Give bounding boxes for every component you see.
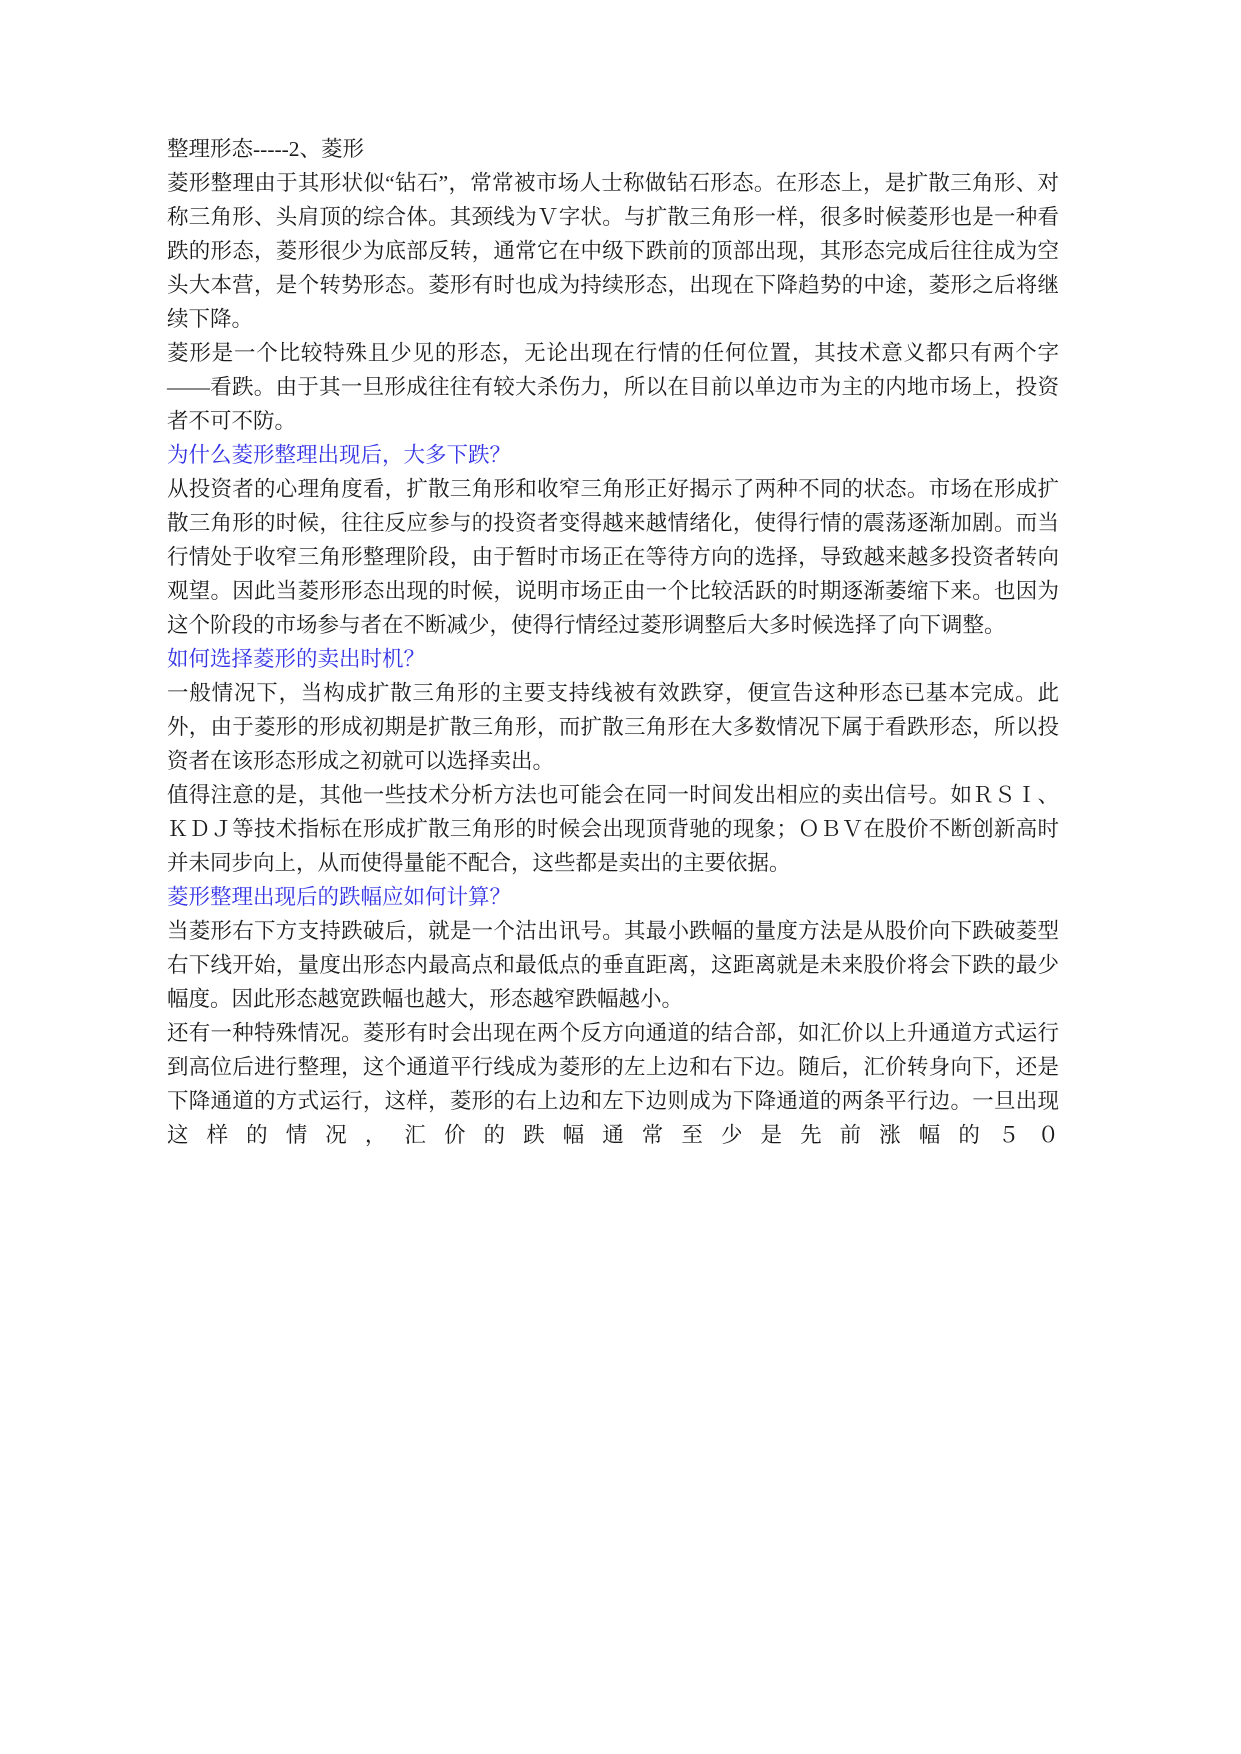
section-heading-why-decline: 为什么菱形整理出现后，大多下跌？ [167,443,512,467]
paragraph-investor-psychology: 从投资者的心理角度看，扩散三角形和收窄三角形正好揭示了两种不同的状态。市场在形成扩散三角形的时候，往往反应参与的投资者变得越来越情绪化，使得行情的震荡逐渐加剧。而当行情处于收窄三角形整理阶段，由于暂时市场正在等待方向的选择，导致越来越多投资者转向观望。因此当菱形形态出现的时候，说明市场正由一个比较活跃的时期逐渐萎缩下来。也因为这个阶段的市场参与者在不断减少，使得行情经过菱形调整后大多时候选择了向下调整。 [167,477,1059,637]
paragraph-diamond-intro: 菱形整理由于其形状似“钻石”，常常被市场人士称做钻石形态。在形态上，是扩散三角形、对称三角形、头肩顶的综合体。其颈线为Ｖ字状。与扩散三角形一样，很多时候菱形也是一种看跌的形态，菱形很少为底部反转，通常它在中级下跌前的顶部出现，其形态完成后往往成为空头大本营，是个转势形态。菱形有时也成为持续形态，出现在下降趋势的中途，菱形之后将继续下降。 [167,171,1059,331]
section-heading-measure-decline: 菱形整理出现后的跌幅应如何计算？ [167,885,512,909]
paragraph-measuring-method: 当菱形右下方支持跌破后，就是一个沽出讯号。其最小跌幅的量度方法是从股价向下跌破菱型右下线开始，量度出形态内最高点和最低点的垂直距离，这距离就是未来股价将会下跌的最少幅度。因此形态越宽跌幅也越大，形态越窄跌幅越小。 [167,919,1059,1011]
paragraph-sell-when-support-broken: 一般情况下，当构成扩散三角形的主要支持线被有效跌穿，便宣告这种形态已基本完成。此外，由于菱形的形成初期是扩散三角形，而扩散三角形在大多数情况下属于看跌形态，所以投资者在该形态形成之初就可以选择卖出。 [167,681,1059,773]
paragraph-special-case: 还有一种特殊情况。菱形有时会出现在两个反方向通道的结合部，如汇价以上升通道方式运行到高位后进行整理，这个通道平行线成为菱形的左上边和右下边。随后，汇价转身向下，还是下降通道的方式运行，这样，菱形的右上边和左下边则成为下降通道的两条平行边。一旦出现这样的情况，汇价的跌幅通常至少是先前涨幅的５０ [167,1021,1059,1147]
section-heading-sell-timing: 如何选择菱形的卖出时机？ [167,647,426,671]
doc-title: 整理形态-----2、菱形 [167,137,365,161]
paragraph-bearish-meaning: 菱形是一个比较特殊且少见的形态，无论出现在行情的任何位置，其技术意义都只有两个字——看跌。由于其一旦形成往往有较大杀伤力，所以在目前以单边市为主的内地市场上，投资者不可不防。 [167,341,1059,433]
text-column [167,132,1059,1152]
paragraph-other-indicators: 值得注意的是，其他一些技术分析方法也可能会在同一时间发出相应的卖出信号。如ＲＳＩ、ＫＤＪ等技术指标在形成扩散三角形的时候会出现顶背驰的现象；ＯＢＶ在股价不断创新高时并未同步向上，从而使得量能不配合，这些都是卖出的主要依据。 [167,783,1059,875]
